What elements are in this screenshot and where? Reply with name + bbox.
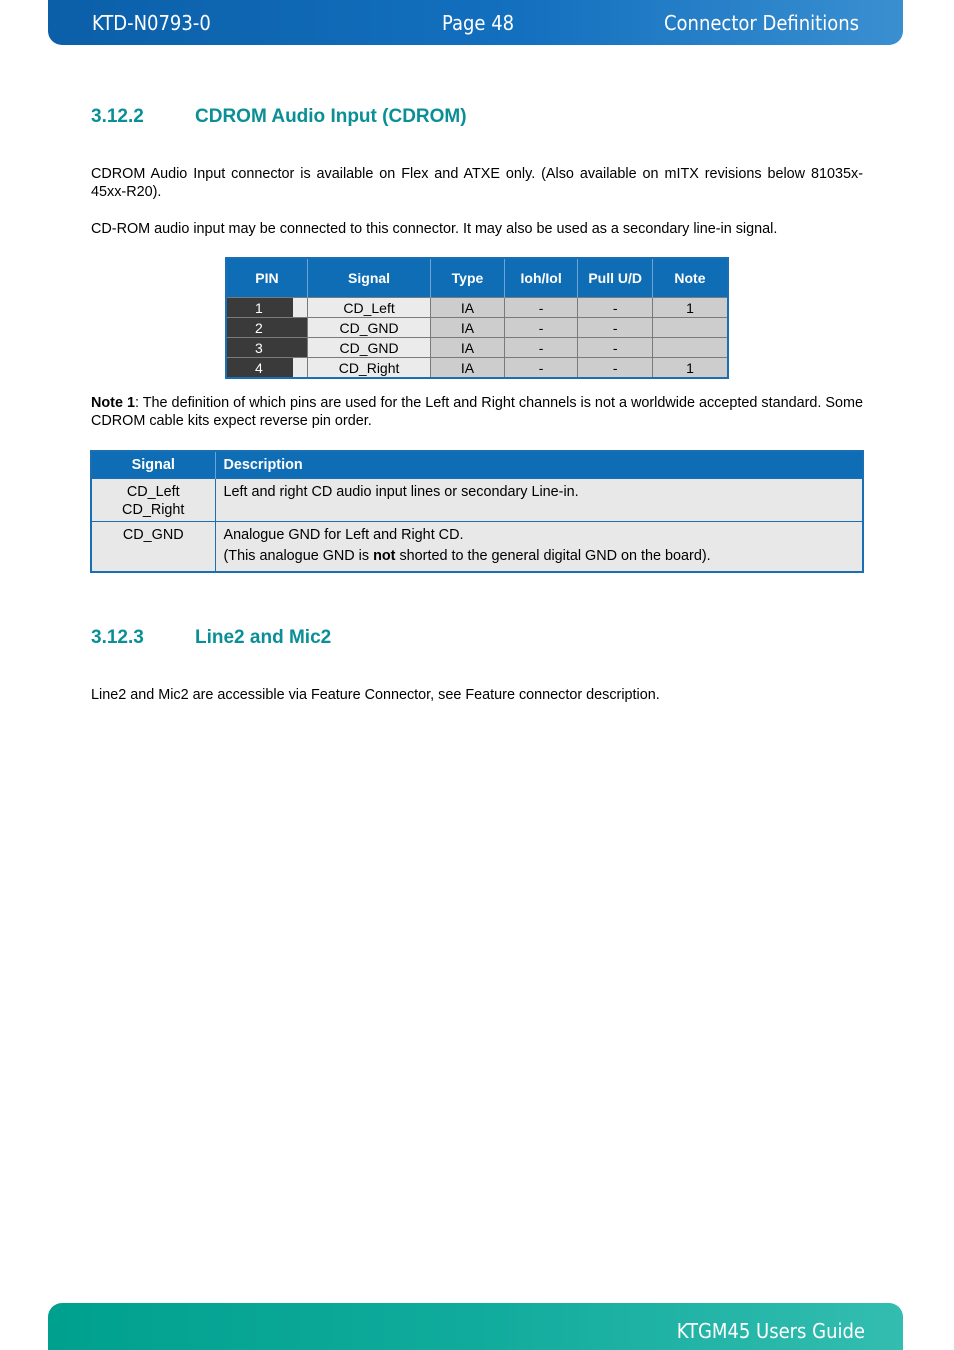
table-row <box>91 522 863 573</box>
section-title: Line2 and Mic2 <box>195 627 332 648</box>
note-paragraph <box>91 394 863 430</box>
description-line: (This analogue GND is not shorted to the general digital GND on the board). <box>223 548 711 564</box>
pin-cell: 4 <box>226 358 307 379</box>
note-cell <box>652 338 728 358</box>
pin-cell: 2 <box>226 318 307 338</box>
note-cell <box>652 318 728 338</box>
pull-cell: - <box>578 358 652 379</box>
signal-cell: CD_Left <box>307 298 430 318</box>
section-number: 3.12.3 <box>91 627 144 648</box>
ioh-cell: - <box>504 338 578 358</box>
signal-cell: CD_GND <box>91 522 215 573</box>
type-cell: IA <box>431 298 505 318</box>
signal-description-table <box>90 450 864 573</box>
type-cell: IA <box>431 338 505 358</box>
header-type: Type <box>431 258 505 298</box>
section-heading-cdrom <box>91 105 467 129</box>
paragraph-usage: CD-ROM audio input may be connected to this connector. It may also be used as a secondary line-in signal. <box>91 221 778 237</box>
doc-id: KTD-N0793-0 <box>92 11 211 35</box>
description-cell: Left and right CD audio input lines or secondary Line-in. <box>215 479 863 522</box>
desc-table-header <box>91 451 863 479</box>
type-cell: IA <box>431 358 505 379</box>
ioh-cell: - <box>504 318 578 338</box>
table-row <box>226 298 728 318</box>
pull-cell: - <box>578 338 652 358</box>
type-cell: IA <box>431 318 505 338</box>
note-label: Note 1 <box>91 395 135 411</box>
header-description: Description <box>215 451 863 479</box>
pin-table-header <box>226 258 728 298</box>
table-row <box>226 358 728 379</box>
pull-cell: - <box>578 298 652 318</box>
header-signal: Signal <box>91 451 215 479</box>
signal-cell <box>91 479 215 522</box>
page-footer <box>48 1303 903 1350</box>
note-cell: 1 <box>652 298 728 318</box>
note-cell: 1 <box>652 358 728 379</box>
page-header <box>48 0 903 45</box>
table-row <box>226 318 728 338</box>
signal-name: CD_Left <box>126 484 180 500</box>
header-section-title: Connector Definitions <box>663 11 859 35</box>
paragraph-availability: CDROM Audio Input connector is available on Flex and ATXE only. (Also available on mITX revisions below 81035x-45xx-R20). <box>91 166 863 200</box>
pull-cell: - <box>578 318 652 338</box>
signal-name: CD_Right <box>122 502 185 518</box>
signal-cell: CD_GND <box>307 338 430 358</box>
header-pull: Pull U/D <box>578 258 652 298</box>
header-signal: Signal <box>307 258 430 298</box>
section-number: 3.12.2 <box>91 106 144 127</box>
ioh-cell: - <box>504 298 578 318</box>
table-row <box>226 338 728 358</box>
table-row <box>91 479 863 522</box>
pin-cell: 1 <box>226 298 307 318</box>
footer-title: KTGM45 Users Guide <box>676 1319 865 1343</box>
pin-table <box>225 257 729 379</box>
description-line: Analogue GND for Left and Right CD. <box>223 527 464 543</box>
section-title: CDROM Audio Input (CDROM) <box>195 106 467 127</box>
header-ioh-iol: Ioh/Iol <box>504 258 578 298</box>
ioh-cell: - <box>504 358 578 379</box>
pin-cell: 3 <box>226 338 307 358</box>
paragraph-line2: Line2 and Mic2 are accessible via Feature Connector, see Feature connector description. <box>91 687 660 703</box>
note-text: : The definition of which pins are used for the Left and Right channels is not a worldwide accepted standard. Some CDROM cable kits expect reverse pin order. <box>91 395 863 429</box>
header-pin: PIN <box>226 258 307 298</box>
header-note: Note <box>652 258 728 298</box>
page-number: Page 48 <box>442 11 515 35</box>
section-heading-line2 <box>91 626 331 650</box>
signal-cell: CD_GND <box>307 318 430 338</box>
description-cell <box>215 522 863 573</box>
signal-cell: CD_Right <box>307 358 430 379</box>
